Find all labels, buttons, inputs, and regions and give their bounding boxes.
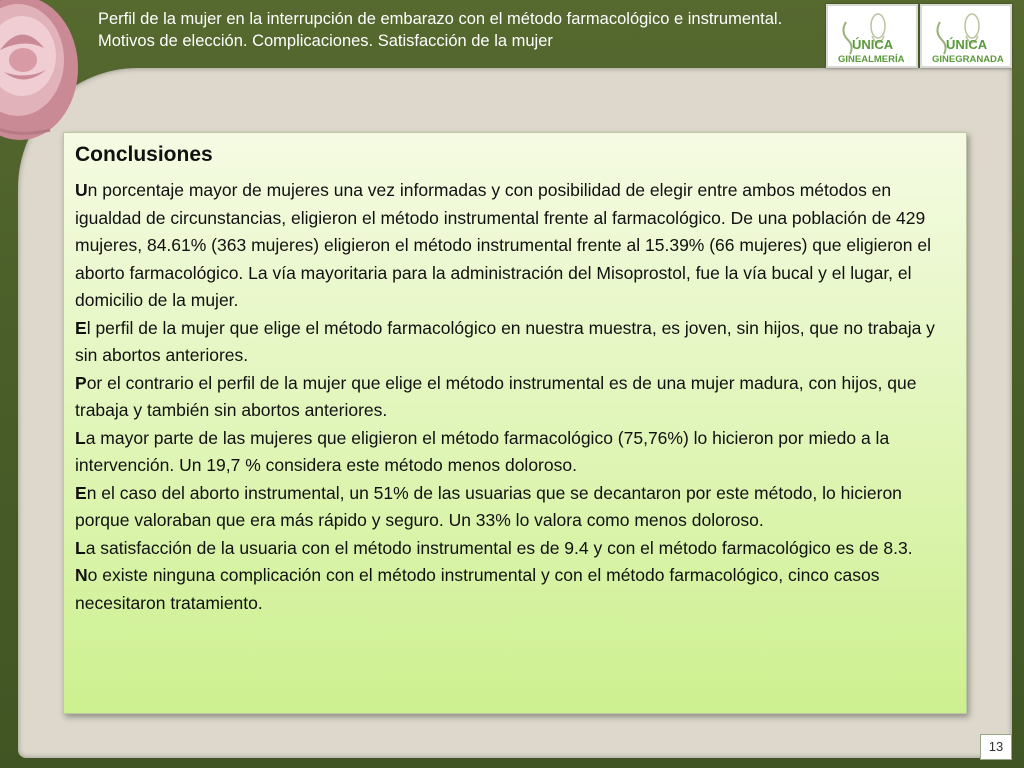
conclusion-paragraph: Un porcentaje mayor de mujeres una vez informadas y con posibilidad de elegir entre ambos métodos en igualdad de circunstancias, eligieron el método instrumental frente al farmacológico. De una población de 429 mujeres, 84.61% (363 mujeres) eligieron el método instrumental frente al 15.39% (66 mujeres) que eligieron el aborto farmacológico. La vía mayoritaria para la administración del Misoprostol, fue la vía bucal y el lugar, el domicilio de la mujer. bbox=[75, 180, 932, 310]
conclusions-heading: Conclusiones bbox=[75, 143, 213, 166]
conclusion-paragraph: Por el contrario el perfil de la mujer que elige el método instrumental es de una mujer madura, con hijos, que trabaja y también sin abortos anteriores. bbox=[75, 372, 917, 420]
logo-text-top: ÚNICA bbox=[852, 37, 894, 52]
logo-text-bottom: GINEALMERÍA bbox=[838, 54, 905, 65]
page-number: 13 bbox=[980, 734, 1012, 760]
logo-text-top: ÚNICA bbox=[946, 37, 988, 52]
conclusion-paragraph: La satisfacción de la usuaria con el método instrumental es de 9.4 y con el método farmacológico es de 8.3. bbox=[75, 537, 913, 558]
rose-icon bbox=[0, 0, 100, 150]
conclusion-paragraph: En el caso del aborto instrumental, un 51% de las usuarias que se decantaron por este método, lo hicieron porque valoraban que era más rápido y seguro. Un 33% lo valora como menos doloroso. bbox=[75, 482, 902, 530]
slide-title: Perfil de la mujer en la interrupción de embarazo con el método farmacológico e instrumental. Motivos de elección. Complicaciones. Satisfacción de la mujer bbox=[98, 10, 783, 50]
clinic-logo-almeria bbox=[826, 4, 918, 68]
conclusions-box bbox=[63, 132, 967, 714]
conclusion-paragraph: La mayor parte de las mujeres que eligieron el método farmacológico (75,76%) lo hicieron por miedo a la intervención. Un 19,7 % considera este método menos doloroso. bbox=[75, 427, 890, 475]
conclusion-paragraph: El perfil de la mujer que elige el método farmacológico en nuestra muestra, es joven, sin hijos, que no trabaja y sin abortos anteriores. bbox=[75, 317, 935, 365]
clinic-logo-granada bbox=[920, 4, 1012, 68]
logo-text-bottom: GINEGRANADA bbox=[932, 54, 1004, 65]
conclusion-paragraph: No existe ninguna complicación con el método instrumental y con el método farmacológico, cinco casos necesitaron tratamiento. bbox=[75, 565, 880, 613]
